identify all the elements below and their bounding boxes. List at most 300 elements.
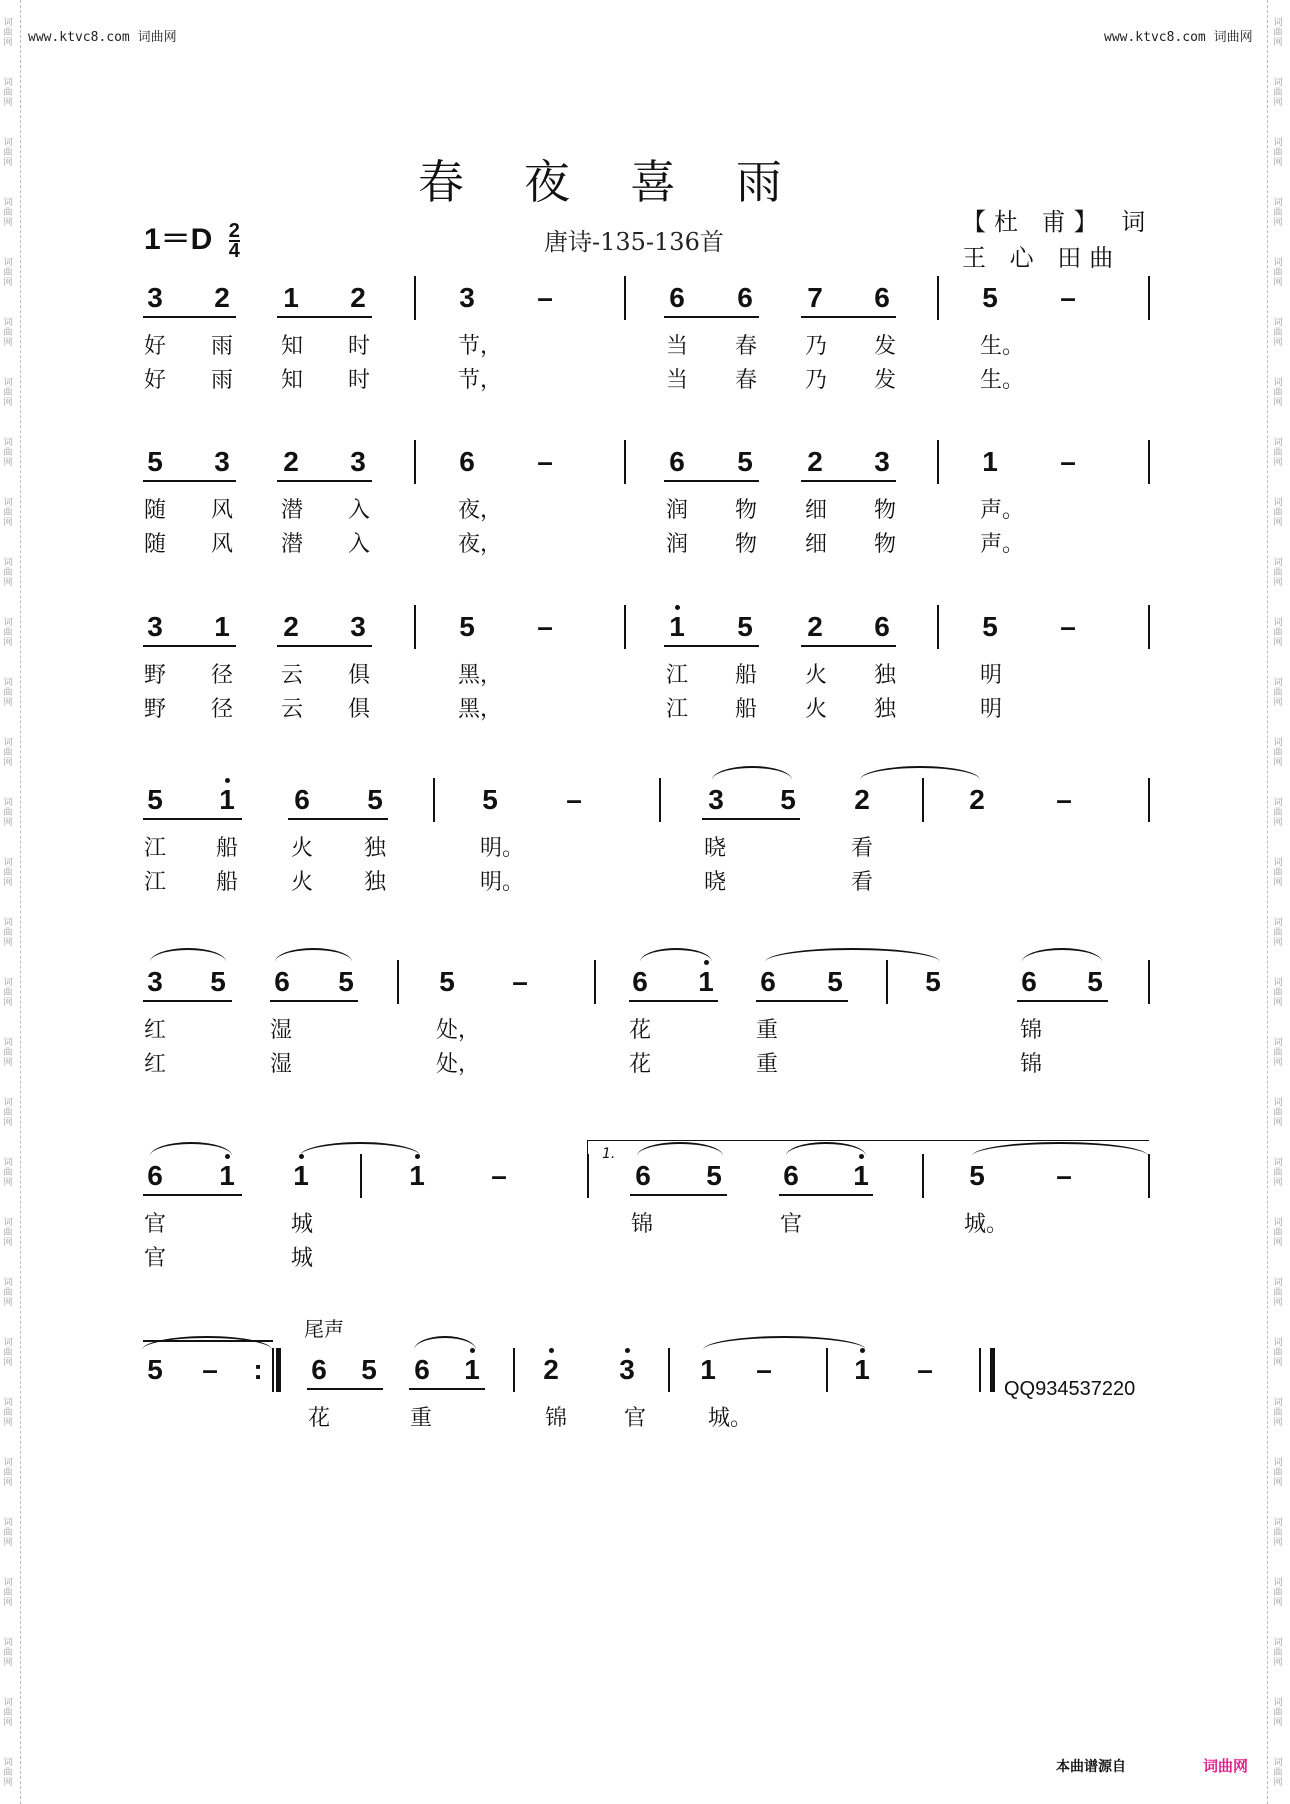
lyric-verse2: 细	[805, 532, 828, 557]
end-line-before-coda	[143, 1340, 273, 1342]
side-watermark-text: 词曲网	[3, 18, 13, 48]
lyric-verse1: 火	[291, 836, 314, 861]
side-watermark-text: 词曲网	[3, 438, 13, 468]
lyric-verse1: 知	[281, 334, 304, 359]
lyric-verse2: 随	[144, 532, 167, 557]
lyric-verse1: 独	[364, 836, 387, 861]
lyric-verse1: 好	[144, 334, 167, 359]
lyric-verse1: 明。	[480, 836, 525, 861]
lyric-verse2: 花	[629, 1052, 652, 1077]
side-watermark-text: 词曲网	[1273, 1698, 1283, 1728]
lyric-verse2: 野	[144, 697, 167, 722]
qq-number: QQ934537220	[1004, 1378, 1136, 1400]
note: 5	[367, 784, 383, 815]
side-watermark-text: 词曲网	[3, 678, 13, 708]
note: :	[253, 1354, 263, 1385]
note: 5	[1087, 966, 1103, 997]
lyric-verse1: 官	[624, 1406, 647, 1431]
lyric-verse2: 晓	[704, 870, 727, 895]
lyric-verse1: 晓	[704, 836, 727, 861]
note: 2	[214, 282, 230, 313]
barline	[1148, 440, 1150, 484]
beam-underline	[664, 645, 759, 647]
side-watermark-text: 词曲网	[1273, 1278, 1283, 1308]
lyric-verse1: 随	[144, 498, 167, 523]
note: 3	[708, 784, 724, 815]
side-watermark-text: 词曲网	[1273, 558, 1283, 588]
note: 2	[543, 1354, 559, 1385]
side-watermark-text: 词曲网	[3, 138, 13, 168]
barline	[937, 440, 939, 484]
side-watermark-text: 词曲网	[1273, 438, 1283, 468]
lyric-verse1: 官	[144, 1212, 167, 1237]
side-watermark-text: 词曲网	[3, 858, 13, 888]
lyric-verse1: 明	[980, 663, 1003, 688]
lyric-verse1: 湿	[270, 1018, 293, 1043]
lyric-verse2: 径	[211, 697, 234, 722]
lyric-verse2: 物	[874, 532, 897, 557]
lyric-verse1: 花	[308, 1406, 331, 1431]
side-watermark-text: 词曲网	[1273, 798, 1283, 828]
lyric-verse2: 独	[874, 697, 897, 722]
note: 5	[969, 1160, 985, 1191]
slur-tie	[640, 948, 712, 962]
final-barline	[276, 1348, 281, 1392]
lyric-verse1: 处，	[436, 1018, 481, 1043]
side-watermark-text: 词曲网	[1273, 978, 1283, 1008]
side-watermark-text: 词曲网	[3, 1458, 13, 1488]
side-watermark-text: 词曲网	[1273, 258, 1283, 288]
note: 1	[219, 784, 235, 815]
note: 1	[669, 611, 685, 642]
slur-tie	[712, 766, 792, 780]
note: 6	[414, 1354, 430, 1385]
lyric-verse1: 野	[144, 663, 167, 688]
side-watermark-text: 词曲网	[3, 1398, 13, 1428]
beam-underline	[143, 316, 236, 318]
lyric-verse2: 生。	[980, 368, 1025, 393]
note: 5	[147, 1354, 163, 1385]
beam-underline	[143, 818, 242, 820]
lyric-verse1: 城。	[964, 1212, 1009, 1237]
note: 2	[807, 611, 823, 642]
lyric-verse2: 黑，	[458, 697, 503, 722]
note: 6	[669, 282, 685, 313]
side-watermark-text: 词曲网	[1273, 1758, 1283, 1788]
dash-note: –	[202, 1354, 218, 1385]
dash-note: –	[537, 611, 553, 642]
side-watermark-text: 词曲网	[1273, 1638, 1283, 1668]
lyric-verse1: 径	[211, 663, 234, 688]
side-watermark-text: 词曲网	[1273, 918, 1283, 948]
barline	[513, 1348, 515, 1392]
note: 3	[147, 611, 163, 642]
slur-tie	[703, 1336, 866, 1350]
barline	[397, 960, 399, 1004]
barline	[624, 276, 626, 320]
lyric-verse2: 潜	[281, 532, 304, 557]
note: 1	[853, 1160, 869, 1191]
lyric-verse1: 细	[805, 498, 828, 523]
beam-underline	[1017, 1000, 1108, 1002]
key-signature	[144, 214, 240, 263]
note: 5	[210, 966, 226, 997]
beam-underline	[277, 645, 372, 647]
slur-tie	[300, 1142, 420, 1156]
barline	[414, 440, 416, 484]
beam-underline	[143, 1000, 232, 1002]
side-watermark-text: 词曲网	[3, 1038, 13, 1068]
side-watermark-text: 词曲网	[3, 978, 13, 1008]
slur-tie	[142, 1336, 272, 1350]
side-watermark-text: 词曲网	[3, 738, 13, 768]
lyric-verse2: 夜，	[458, 532, 503, 557]
dash-note: –	[1060, 611, 1076, 642]
first-ending-bracket	[587, 1140, 1149, 1181]
lyric-verse1: 船	[216, 836, 239, 861]
dash-note: –	[1056, 1160, 1072, 1191]
time-numerator: 2	[228, 220, 240, 243]
note: 2	[283, 446, 299, 477]
side-watermark-text: 词曲网	[3, 378, 13, 408]
lyric-verse1: 江	[144, 836, 167, 861]
note: 5	[827, 966, 843, 997]
lyric-verse1: 当	[666, 334, 689, 359]
note: 6	[632, 966, 648, 997]
lyric-verse2: 明。	[480, 870, 525, 895]
lyric-verse1: 城。	[708, 1406, 753, 1431]
lyric-verse2: 明	[980, 697, 1003, 722]
note: 5	[925, 966, 941, 997]
slur-tie	[414, 1336, 476, 1350]
lyric-verse1: 俱	[348, 663, 371, 688]
barline	[433, 778, 435, 822]
lyric-verse2: 发	[874, 368, 897, 393]
note: 3	[147, 966, 163, 997]
barline	[826, 1348, 828, 1392]
note: 5	[780, 784, 796, 815]
beam-underline	[288, 818, 388, 820]
barline	[624, 440, 626, 484]
lyric-verse1: 物	[735, 498, 758, 523]
note: 6	[669, 446, 685, 477]
side-watermark-text: 词曲网	[3, 1638, 13, 1668]
side-watermark-text: 词曲网	[1273, 1398, 1283, 1428]
beam-underline	[143, 1194, 242, 1196]
slur-tie	[765, 948, 940, 962]
dash-note: –	[512, 966, 528, 997]
lyric-verse1: 雨	[211, 334, 234, 359]
beam-underline	[629, 1000, 718, 1002]
lyric-verse1: 重	[410, 1406, 433, 1431]
lyric-verse2: 乃	[805, 368, 828, 393]
note: 5	[147, 784, 163, 815]
note: 5	[338, 966, 354, 997]
beam-underline	[801, 645, 896, 647]
dash-note: –	[537, 446, 553, 477]
note: 3	[459, 282, 475, 313]
slur-tie	[1022, 948, 1102, 962]
barline	[414, 605, 416, 649]
side-watermark-text: 词曲网	[1273, 738, 1283, 768]
side-watermark-text: 词曲网	[3, 1578, 13, 1608]
lyric-verse1: 时	[348, 334, 371, 359]
side-watermark-text: 词曲网	[1273, 378, 1283, 408]
lyric-verse1: 城	[291, 1212, 314, 1237]
note: 6	[874, 611, 890, 642]
lyric-verse2: 润	[666, 532, 689, 557]
slur-tie	[860, 766, 980, 780]
note: 3	[214, 446, 230, 477]
barline	[1148, 778, 1150, 822]
note: 2	[969, 784, 985, 815]
side-watermark-text: 词曲网	[1273, 198, 1283, 228]
left-watermark-strip	[2, 0, 18, 1804]
beam-underline	[756, 1000, 848, 1002]
lyric-verse1: 入	[348, 498, 371, 523]
lyric-verse2: 官	[144, 1246, 167, 1271]
beam-underline	[277, 480, 372, 482]
side-watermark-text: 词曲网	[3, 918, 13, 948]
lyric-verse1: 夜，	[458, 498, 503, 523]
side-watermark-text: 词曲网	[3, 618, 13, 648]
lyric-verse2: 云	[281, 697, 304, 722]
side-watermark-text: 词曲网	[3, 558, 13, 588]
beam-underline	[779, 1194, 873, 1196]
side-watermark-text: 词曲网	[3, 318, 13, 348]
lyric-verse1: 看	[851, 836, 874, 861]
composer: 王 心 田曲	[962, 244, 1122, 272]
lyric-verse2: 船	[735, 697, 758, 722]
side-watermark-text: 词曲网	[3, 1098, 13, 1128]
side-watermark-text: 词曲网	[1273, 18, 1283, 48]
lyric-verse1: 风	[211, 498, 234, 523]
note: 5	[439, 966, 455, 997]
side-watermark-text: 词曲网	[1273, 1218, 1283, 1248]
note: 3	[874, 446, 890, 477]
slur-tie	[275, 948, 352, 962]
note: 6	[147, 1160, 163, 1191]
lyric-verse2: 俱	[348, 697, 371, 722]
lyric-verse1: 江	[666, 663, 689, 688]
dash-note: –	[917, 1354, 933, 1385]
side-watermark-text: 词曲网	[3, 1218, 13, 1248]
time-signature	[228, 220, 240, 263]
side-watermark-text: 词曲网	[3, 798, 13, 828]
lyric-verse2: 处，	[436, 1052, 481, 1077]
octave-dot-high	[675, 605, 680, 610]
note: 2	[854, 784, 870, 815]
note: 6	[459, 446, 475, 477]
beam-underline	[277, 316, 372, 318]
slur-tie	[150, 1142, 232, 1156]
barline	[272, 1348, 274, 1392]
note: 7	[807, 282, 823, 313]
lyric-verse2: 风	[211, 532, 234, 557]
lyric-verse1: 火	[805, 663, 828, 688]
site-watermark-right: www.ktvc8.com 词曲网	[1104, 30, 1253, 45]
note: 3	[350, 611, 366, 642]
side-watermark-text: 词曲网	[1273, 1518, 1283, 1548]
side-watermark-text: 词曲网	[1273, 498, 1283, 528]
lyric-verse1: 红	[144, 1018, 167, 1043]
note: 1	[283, 282, 299, 313]
lyric-verse2: 火	[805, 697, 828, 722]
side-watermark-text: 词曲网	[1273, 1158, 1283, 1188]
note: 3	[619, 1354, 635, 1385]
lyric-verse1: 潜	[281, 498, 304, 523]
beam-underline	[664, 480, 759, 482]
lyric-verse1: 声。	[980, 498, 1025, 523]
note: 5	[361, 1354, 377, 1385]
lyric-verse2: 物	[735, 532, 758, 557]
note: 6	[737, 282, 753, 313]
note: 5	[459, 611, 475, 642]
dash-note: –	[537, 282, 553, 313]
barline	[1148, 605, 1150, 649]
note: 5	[706, 1160, 722, 1191]
lyric-verse2: 当	[666, 368, 689, 393]
side-watermark-text: 词曲网	[3, 1518, 13, 1548]
footer-source-label: 本曲谱源自	[1056, 1759, 1126, 1775]
side-watermark-text: 词曲网	[1273, 318, 1283, 348]
side-watermark-text: 词曲网	[3, 1338, 13, 1368]
side-watermark-text: 词曲网	[1273, 858, 1283, 888]
lyric-verse2: 春	[735, 368, 758, 393]
lyric-verse1: 船	[735, 663, 758, 688]
first-ending-label: 1.	[602, 1146, 616, 1162]
barline	[594, 960, 596, 1004]
side-watermark-text: 词曲网	[1273, 618, 1283, 648]
note: 5	[737, 446, 753, 477]
side-watermark-text: 词曲网	[3, 258, 13, 288]
right-watermark-strip	[1272, 0, 1288, 1804]
barline	[937, 276, 939, 320]
side-watermark-text: 词曲网	[3, 1698, 13, 1728]
beam-underline	[801, 316, 896, 318]
side-watermark-text: 词曲网	[3, 78, 13, 108]
barline	[937, 605, 939, 649]
subtitle: 唐诗-135-136首	[544, 228, 724, 256]
side-watermark-text: 词曲网	[1273, 138, 1283, 168]
beam-underline	[801, 480, 896, 482]
beam-underline	[630, 1194, 727, 1196]
lyric-verse1: 春	[735, 334, 758, 359]
note: 1	[464, 1354, 480, 1385]
note: 6	[760, 966, 776, 997]
time-denominator: 4	[228, 240, 240, 263]
note: 1	[293, 1160, 309, 1191]
lyric-verse2: 锦	[1020, 1052, 1043, 1077]
note: 6	[1021, 966, 1037, 997]
note: 5	[982, 611, 998, 642]
beam-underline	[702, 818, 800, 820]
beam-underline	[270, 1000, 358, 1002]
lyric-verse2: 雨	[211, 368, 234, 393]
lyricist: 【杜 甫】 词	[962, 208, 1154, 236]
song-title: 春夜喜雨	[418, 155, 842, 209]
note: 5	[147, 446, 163, 477]
note: 6	[783, 1160, 799, 1191]
barline	[624, 605, 626, 649]
footer-source-site: 词曲网	[1203, 1757, 1249, 1775]
note: 6	[274, 966, 290, 997]
beam-underline	[143, 645, 236, 647]
note: 6	[874, 282, 890, 313]
lyric-verse1: 独	[874, 663, 897, 688]
dash-note: –	[491, 1160, 507, 1191]
beam-underline	[664, 316, 759, 318]
side-watermark-text: 词曲网	[3, 198, 13, 228]
side-watermark-text: 词曲网	[1273, 1458, 1283, 1488]
dash-note: –	[1060, 282, 1076, 313]
side-watermark-text: 词曲网	[3, 1758, 13, 1788]
lyric-verse2: 独	[364, 870, 387, 895]
lyric-verse1: 节，	[458, 334, 503, 359]
barline	[668, 1348, 670, 1392]
note: 1	[700, 1354, 716, 1385]
lyric-verse2: 江	[144, 870, 167, 895]
barline	[1148, 276, 1150, 320]
lyric-verse2: 声。	[980, 532, 1025, 557]
lyric-verse2: 红	[144, 1052, 167, 1077]
final-barline	[990, 1348, 995, 1392]
right-watermark-line	[1267, 0, 1268, 1804]
beam-underline	[409, 1388, 485, 1390]
lyric-verse2: 火	[291, 870, 314, 895]
note: 5	[482, 784, 498, 815]
lyric-verse1: 发	[874, 334, 897, 359]
coda-label: 尾声	[304, 1317, 344, 1341]
note: 6	[294, 784, 310, 815]
lyric-verse1: 花	[629, 1018, 652, 1043]
dash-note: –	[1060, 446, 1076, 477]
note: 2	[283, 611, 299, 642]
barline	[360, 1154, 362, 1198]
lyric-verse2: 湿	[270, 1052, 293, 1077]
note: 5	[737, 611, 753, 642]
octave-dot-high	[625, 1348, 630, 1353]
note: 5	[982, 282, 998, 313]
side-watermark-text: 词曲网	[3, 1278, 13, 1308]
lyric-verse2: 好	[144, 368, 167, 393]
lyric-verse2: 入	[348, 532, 371, 557]
note: 1	[698, 966, 714, 997]
note: 1	[214, 611, 230, 642]
lyric-verse2: 看	[851, 870, 874, 895]
lyric-verse1: 锦	[1020, 1018, 1043, 1043]
note: 2	[350, 282, 366, 313]
lyric-verse2: 重	[756, 1052, 779, 1077]
lyric-verse1: 润	[666, 498, 689, 523]
lyric-verse1: 生。	[980, 334, 1025, 359]
lyric-verse1: 官	[780, 1212, 803, 1237]
lyric-verse2: 知	[281, 368, 304, 393]
left-watermark-line	[20, 0, 21, 1804]
note: 3	[147, 282, 163, 313]
lyric-verse2: 江	[666, 697, 689, 722]
barline	[659, 778, 661, 822]
lyric-verse1: 锦	[545, 1406, 568, 1431]
site-watermark-left: www.ktvc8.com 词曲网	[28, 30, 177, 45]
lyric-verse1: 黑，	[458, 663, 503, 688]
note: 1	[982, 446, 998, 477]
slur-tie	[150, 948, 226, 962]
note: 2	[807, 446, 823, 477]
lyric-verse1: 物	[874, 498, 897, 523]
side-watermark-text: 词曲网	[1273, 1338, 1283, 1368]
side-watermark-text: 词曲网	[1273, 1038, 1283, 1068]
